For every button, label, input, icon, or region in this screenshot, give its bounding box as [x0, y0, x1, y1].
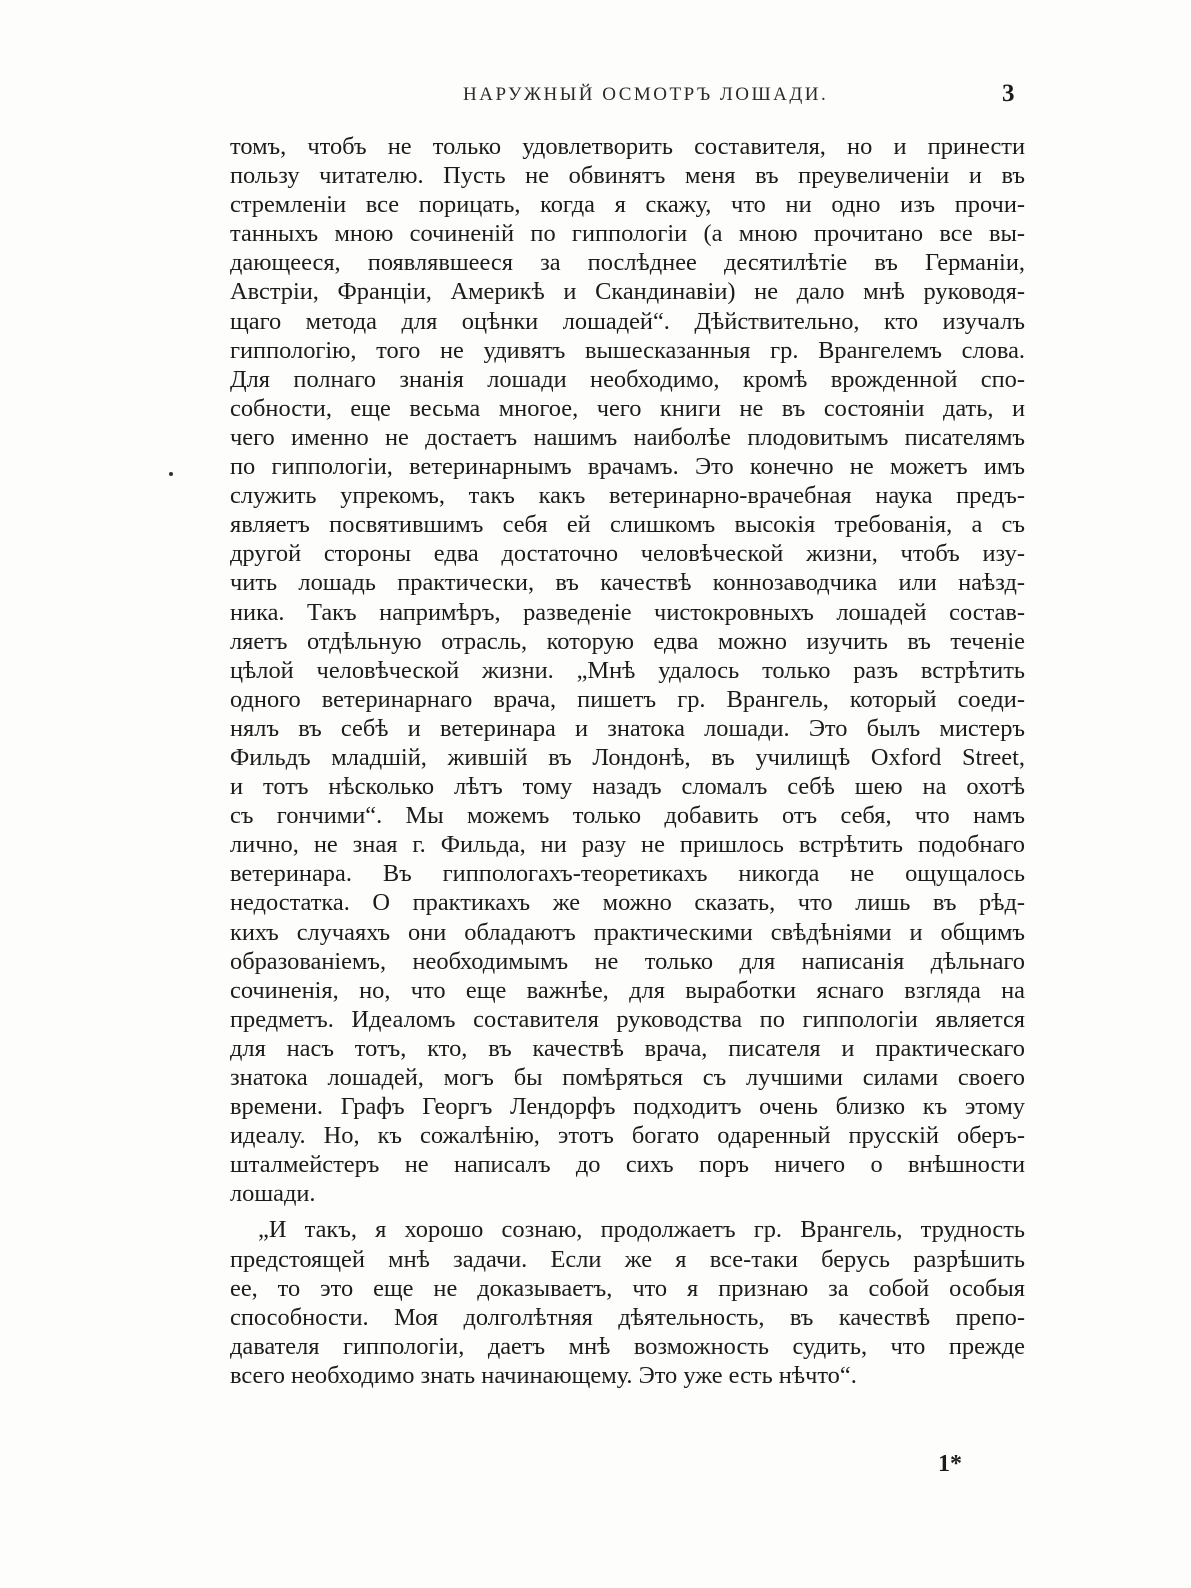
text-line: одного ветеринарнаго врача, пишетъ гр. Врангель, который соеди-: [230, 685, 1025, 713]
running-title: НАРУЖНЫЙ ОСМОТРЪ ЛОШАДИ.: [463, 84, 829, 105]
page-number: 3: [1002, 80, 1015, 107]
text-line: нялъ въ себѣ и ветеринара и знатока лошади. Это былъ мистеръ: [230, 714, 1025, 742]
text-line: образованiемъ, необходимымъ не только для написанiя дѣльнаго: [230, 947, 1025, 975]
text-line: Для полнаго знанiя лошади необходимо, кромѣ врожденной спо-: [230, 365, 1025, 393]
print-speck: [169, 472, 173, 476]
text-line: съ гончими“. Мы можемъ только добавить отъ себя, что намъ: [230, 802, 1025, 830]
text-line: идеалу. Но, къ сожалѣнiю, этотъ богато одаренный прусскiй оберъ-: [230, 1122, 1025, 1150]
text-line: давателя гиппологiи, даетъ мнѣ возможность судить, что прежде: [230, 1332, 1025, 1360]
text-line: стремленiи все порицать, когда я скажу, что ни одно изъ прочи-: [230, 191, 1025, 219]
text-line: времени. Графъ Георгъ Лендорфъ подходитъ очень близко къ этому: [230, 1093, 1025, 1121]
text-line: знатока лошадей, могъ бы помѣряться съ лучшими силами своего: [230, 1064, 1025, 1091]
paragraph: [230, 132, 1025, 1208]
text-line: чить лошадь практически, въ качествѣ коннозаводчика или наѣзд-: [230, 569, 1025, 597]
text-line: дающееся, появлявшееся за послѣднее десятилѣтiе въ Германiи,: [230, 249, 1025, 277]
text-line: гиппологiю, того не удивятъ вышесказанныя гр. Врангелемъ слова.: [230, 336, 1025, 364]
text-line: ветеринара. Въ гиппологахъ-теоретикахъ никогда не ощущалось: [230, 860, 1025, 888]
text-line: ее, то это еще не доказываетъ, что я признаю за собой особыя: [230, 1274, 1025, 1302]
text-line: чего именно не достаетъ нашимъ наиболѣе плодовитымъ писателямъ: [230, 423, 1025, 451]
text-line: предметъ. Идеаломъ составителя руководства по гиппологiи является: [230, 1005, 1025, 1033]
text-line: служить упрекомъ, такъ какъ ветеринарно-врачебная наука предъ-: [230, 482, 1025, 510]
body-text: [230, 132, 1025, 1390]
text-line: томъ, чтобъ не только удовлетворить составителя, но и принести: [230, 133, 1025, 160]
text-line: Австрiи, Францiи, Америкѣ и Скандинавiи) не дало мнѣ руководя-: [230, 278, 1025, 306]
text-line: пользу читателю. Пусть не обвинятъ меня въ преувеличенiи и въ: [230, 162, 1025, 190]
text-line: по гиппологiи, ветеринарнымъ врачамъ. Это конечно не можетъ имъ: [230, 453, 1025, 481]
text-line: предстоящей мнѣ задачи. Если же я все-таки берусь разрѣшить: [230, 1245, 1025, 1273]
text-line: лично, не зная г. Фильда, ни разу не пришлось встрѣтить подобнаго: [230, 831, 1025, 859]
text-line: ляетъ отдѣльную отрасль, которую едва можно изучить въ теченiе: [230, 627, 1025, 655]
text-line: недостатка. О практикахъ же можно сказать, что лишь въ рѣд-: [230, 889, 1025, 917]
text-line: способности. Моя долголѣтняя дѣятельность, въ качествѣ препо-: [230, 1303, 1025, 1331]
text-line: для насъ тотъ, кто, въ качествѣ врача, писателя и практическаго: [230, 1034, 1025, 1062]
text-line: танныхъ мною сочиненiй по гиппологiи (а мною прочитано все вы-: [230, 220, 1025, 248]
paragraph: [230, 1215, 1025, 1390]
text-line: „И такъ, я хорошо сознаю, продолжаетъ гр. Врангель, трудность: [258, 1216, 1025, 1244]
text-line: Фильдъ младшiй, жившiй въ Лондонѣ, въ училищѣ Oxford Street,: [230, 743, 1025, 771]
text-line: другой стороны едва достаточно человѣческой жизни, чтобъ изу-: [230, 540, 1025, 568]
text-line: всего необходимо знать начинающему. Это уже есть нѣчто“.: [230, 1361, 857, 1389]
text-line: собности, еще весьма многое, чего книги не въ состоянiи дать, и: [230, 394, 1025, 422]
text-line: лошади.: [230, 1180, 316, 1208]
text-line: щаго метода для оцѣнки лошадей“. Дѣйствительно, кто изучалъ: [230, 307, 1025, 335]
text-line: шталмейстеръ не написалъ до сихъ поръ ничего о внѣшности: [230, 1151, 1025, 1179]
text-line: ника. Такъ напримѣръ, разведенiе чистокровныхъ лошадей состав-: [230, 598, 1025, 626]
signature-mark: 1*: [938, 1451, 962, 1477]
text-line: и тотъ нѣсколько лѣтъ тому назадъ сломалъ себѣ шею на охотѣ: [230, 773, 1025, 801]
text-line: кихъ случаяхъ они обладаютъ практическими свѣдѣнiями и общимъ: [230, 918, 1025, 946]
text-line: сочиненiя, но, что еще важнѣе, для выработки яснаго взгляда на: [230, 976, 1025, 1004]
text-line: являетъ посвятившимъ себя ей слишкомъ высокiя требованiя, а съ: [230, 511, 1025, 539]
text-line: цѣлой человѣческой жизни. „Мнѣ удалось только разъ встрѣтить: [230, 656, 1025, 684]
